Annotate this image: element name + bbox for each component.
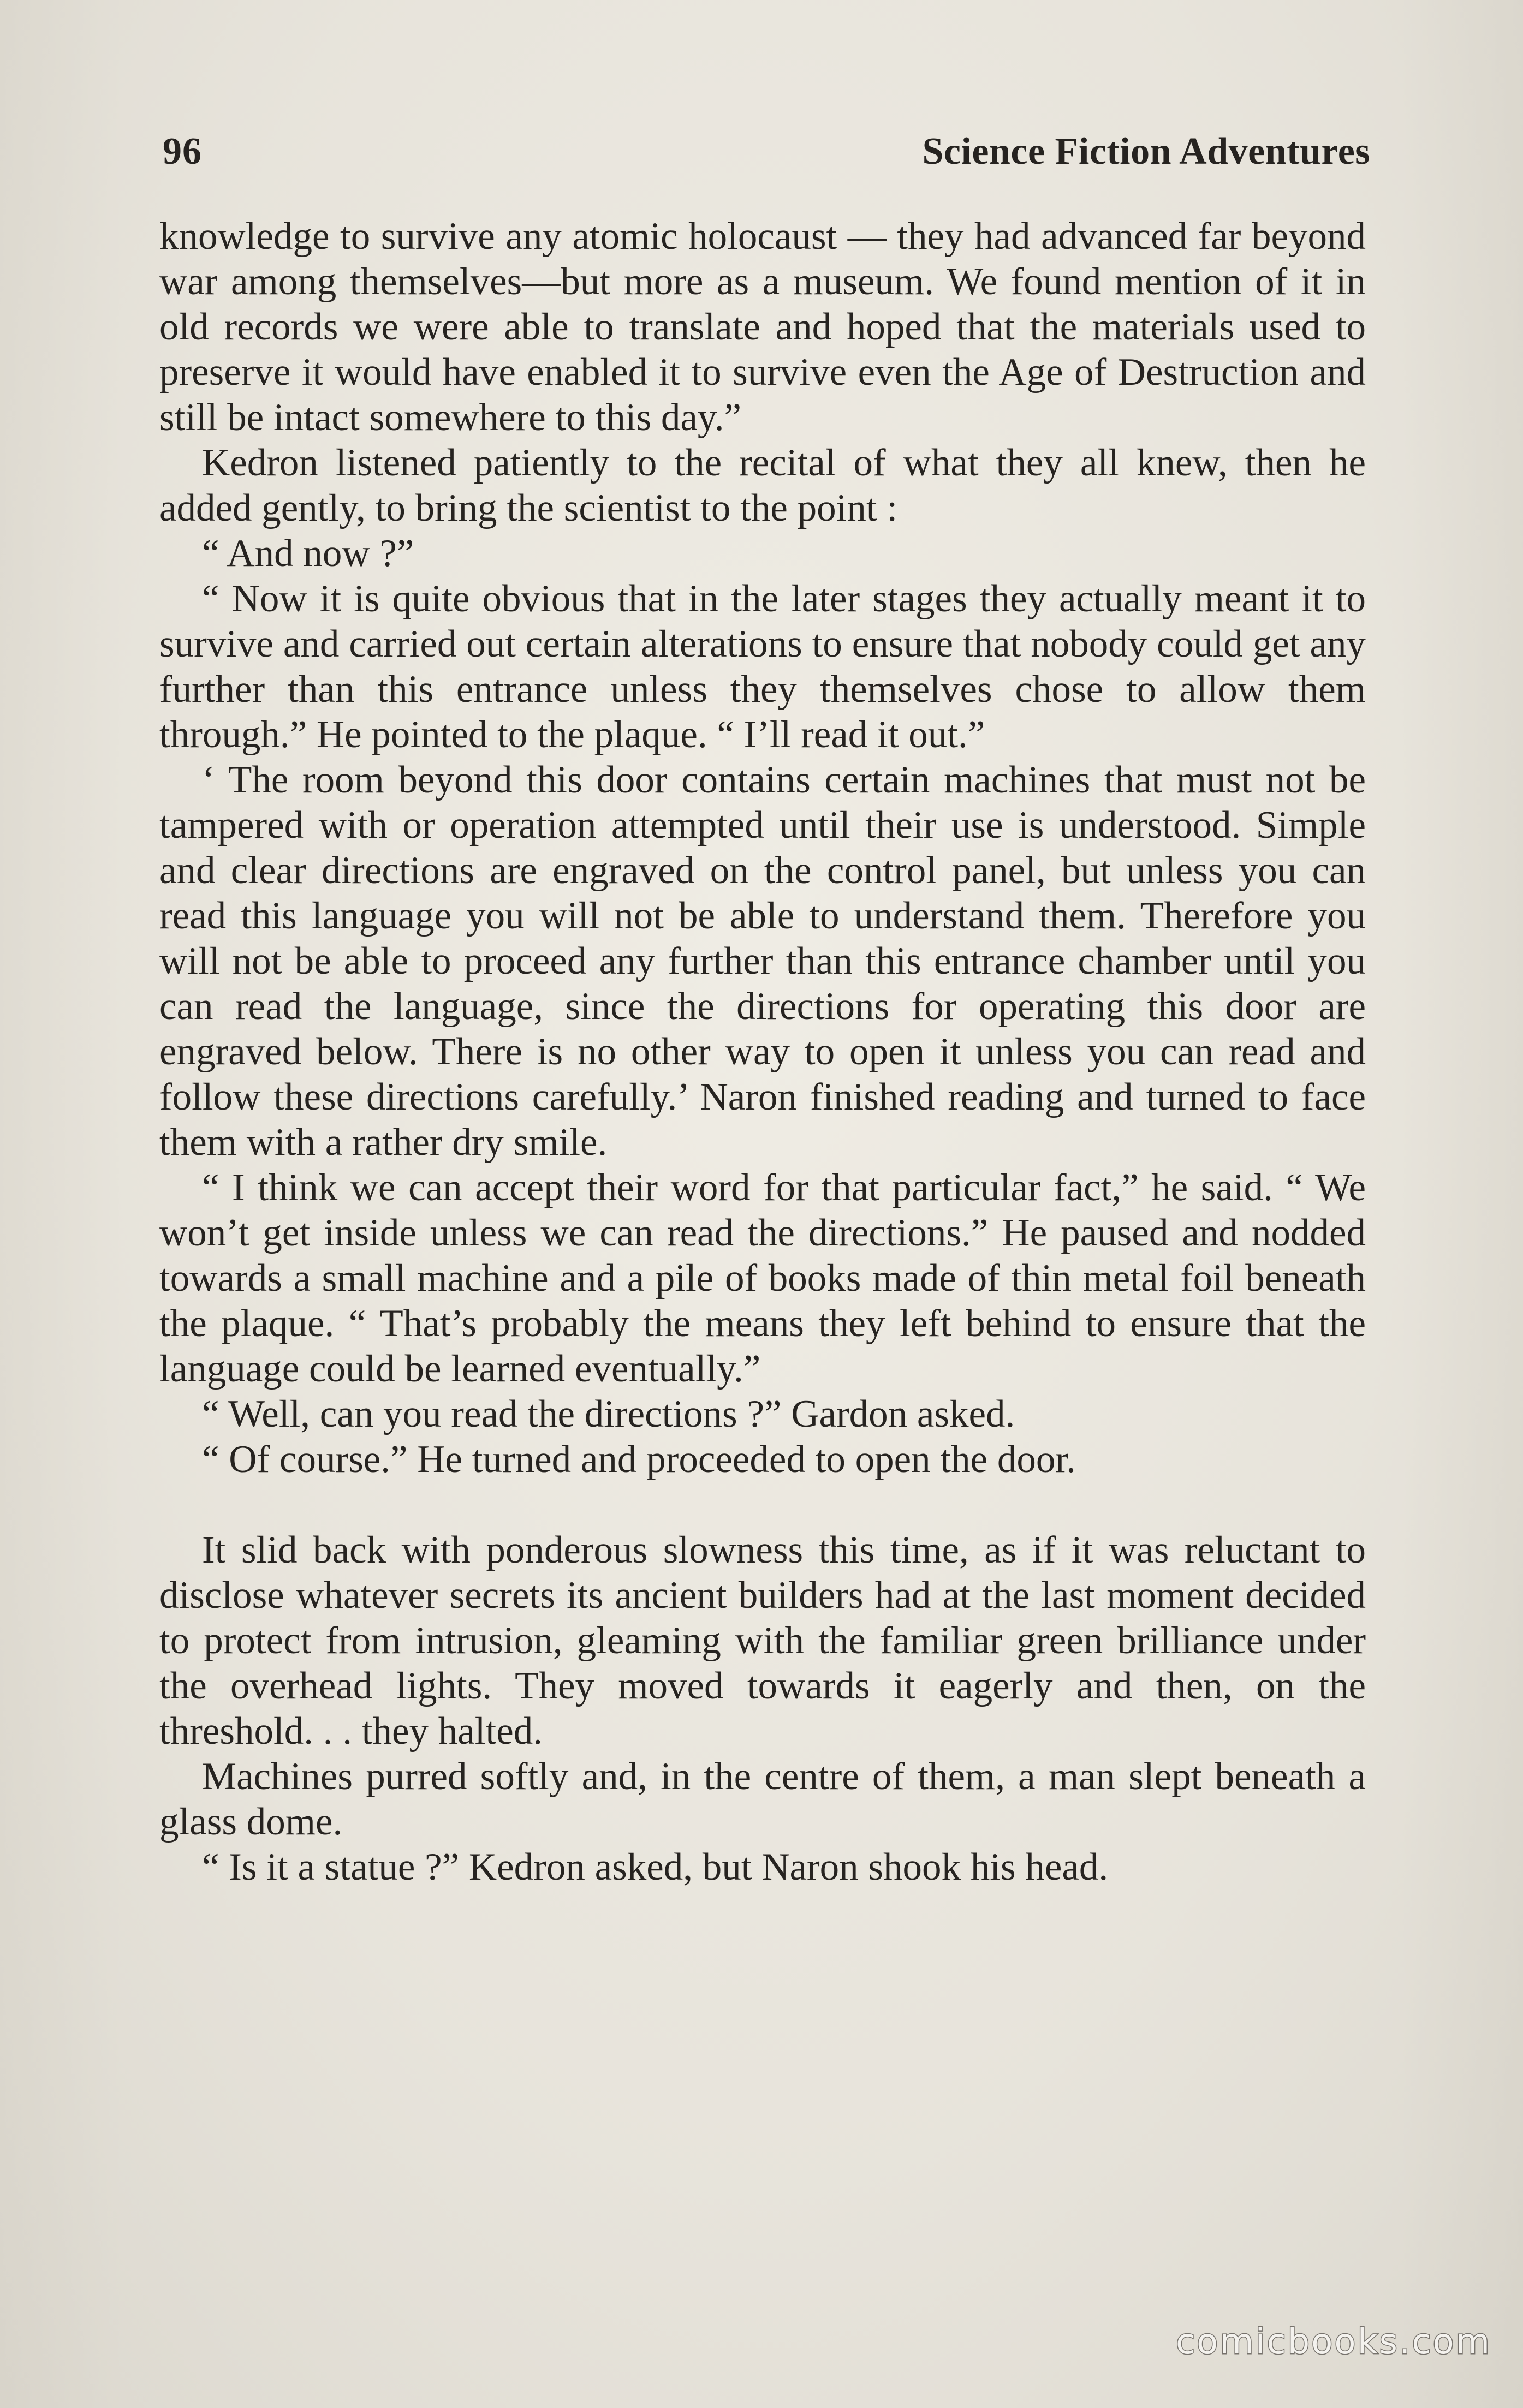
paragraph: It slid back with ponderous slowness this time, as if it was reluctant to disclose whatever secrets its ancient builders had at the last moment decided to protect from intrusion, gleaming with the familiar green brilliance under the overhead lights. They moved towards it eagerly and then, on the threshold. . . they halted. [159, 1529, 1366, 1753]
paragraph: Kedron listened patiently to the recital of what they all knew, then he added gently, to bring the scientist to the point : [159, 442, 1366, 529]
page-header [163, 124, 1370, 184]
paragraph: “ And now ?” [202, 532, 414, 575]
paragraph: “ Of course.” He turned and proceeded to open the door. [202, 1438, 1076, 1481]
site-watermark: comicbooks.com [1175, 2322, 1491, 2362]
paragraph: “ Well, can you read the directions ?” Gardon asked. [202, 1393, 1015, 1435]
paragraph: “ Now it is quite obvious that in the later stages they actually meant it to survive and carried out certain alterations to ensure that nobody could get any further than this entrance unless they themselves chose to allow them through.” He pointed to the plaque. “ I’ll read it out.” [159, 577, 1366, 756]
running-title: Science Fiction Adventures [922, 130, 1370, 172]
paragraph: “ Is it a statue ?” Kedron asked, but Naron shook his head. [202, 1846, 1109, 1888]
paragraph: Machines purred softly and, in the centre of them, a man slept beneath a glass dome. [159, 1755, 1366, 1843]
paragraph: “ I think we can accept their word for that particular fact,” he said. “ We won’t get inside unless we can read the directions.” He paused and nodded towards a small machine and a pile of books made of thin metal foil beneath the plaque. “ That’s probably the means they left behind to ensure that the language could be learned eventually.” [159, 1166, 1366, 1390]
paragraph: ‘ The room beyond this door contains certain machines that must not be tampered with or operation attempted until their use is understood. Simple and clear directions are engraved on the control panel, but unless you can read this language you will not be able to understand them. Therefore you will not be able to proceed any further than this entrance chamber until you can read the language, since the directions for operating this door are engraved below. There is no other way to open it unless you can read and follow these directions carefully.’ Naron finished reading and turned to face them with a rather dry smile. [159, 759, 1366, 1164]
paragraph: knowledge to survive any atomic holocaust — they had advanced far beyond war among themselves—but more as a museum. We found mention of it in old records we were able to translate and hoped that the materials used to preserve it would have enabled it to survive even the Age of Destruction and still be intact somewhere to this day.” [159, 215, 1366, 439]
page-number: 96 [163, 130, 202, 172]
body-text [159, 214, 1366, 1890]
